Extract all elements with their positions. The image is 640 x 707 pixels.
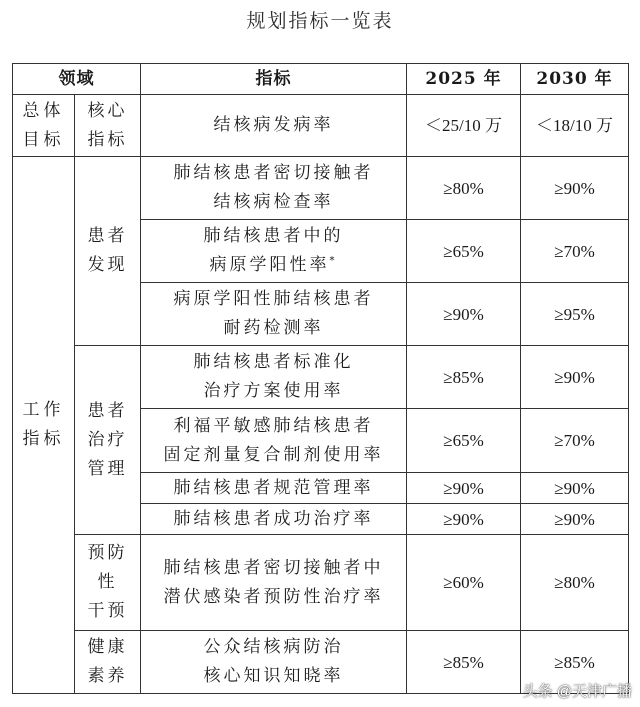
value-2030: ≥95%: [521, 283, 629, 346]
subcategory-detection: 患者 发现: [75, 157, 141, 346]
indicator-cell: 肺结核患者中的 病原学阳性率*: [141, 220, 407, 283]
value-2030: ≥90%: [521, 504, 629, 535]
indicator-cell: 肺结核患者标准化 治疗方案使用率: [141, 346, 407, 409]
value-2025: ≥90%: [407, 283, 521, 346]
value-2030: ≥85%: [521, 631, 629, 694]
subcategory-core: 核心 指标: [75, 95, 141, 157]
header-indicator: 指标: [141, 64, 407, 95]
page-title: 规划指标一览表: [246, 10, 394, 32]
header-domain: 领域: [13, 64, 141, 95]
value-2030: ≥90%: [521, 473, 629, 504]
table-row: [13, 95, 629, 157]
category-overall: 总体 目标: [13, 95, 75, 157]
category-work: 工作 指标: [13, 157, 75, 694]
table-row: [13, 535, 629, 631]
value-2030: ≥90%: [521, 346, 629, 409]
indicator-cell: 公众结核病防治 核心知识知晓率: [141, 631, 407, 694]
value-2030: ≥90%: [521, 157, 629, 220]
value-2025: ≥85%: [407, 631, 521, 694]
indicator-cell: 肺结核患者密切接触者中 潜伏感染者预防性治疗率: [141, 535, 407, 631]
footnote-mark: *: [329, 255, 338, 267]
indicator-cell: 病原学阳性肺结核患者 耐药检测率: [141, 283, 407, 346]
value-2030: ≥80%: [521, 535, 629, 631]
value-2030: ≥70%: [521, 220, 629, 283]
value-2025: ≥65%: [407, 409, 521, 473]
indicator-cell: 肺结核患者成功治疗率: [141, 504, 407, 535]
value-2025: ≥65%: [407, 220, 521, 283]
subcategory-prevention: 预防 性 干预: [75, 535, 141, 631]
indicator-cell: 肺结核患者规范管理率: [141, 473, 407, 504]
value-2030: ＜18/10 万: [521, 95, 629, 157]
value-2025: ≥60%: [407, 535, 521, 631]
watermark: 头条 @天津广播: [522, 683, 632, 700]
table-row: [13, 346, 629, 409]
indicator-cell: 结核病发病率: [141, 95, 407, 157]
indicator-table: [12, 63, 629, 694]
indicator-cell: 肺结核患者密切接触者 结核病检查率: [141, 157, 407, 220]
value-2025: ≥85%: [407, 346, 521, 409]
value-2025: ＜25/10 万: [407, 95, 521, 157]
subcategory-literacy: 健康 素养: [75, 631, 141, 694]
subcategory-treatment: 患者 治疗 管理: [75, 346, 141, 535]
header-2030: 2030 年: [521, 64, 629, 95]
value-2025: ≥90%: [407, 473, 521, 504]
indicator-cell: 利福平敏感肺结核患者 固定剂量复合制剂使用率: [141, 409, 407, 473]
value-2030: ≥70%: [521, 409, 629, 473]
value-2025: ≥90%: [407, 504, 521, 535]
header-2025: 2025 年: [407, 64, 521, 95]
value-2025: ≥80%: [407, 157, 521, 220]
table-row: [13, 157, 629, 220]
header-row: [13, 64, 629, 95]
